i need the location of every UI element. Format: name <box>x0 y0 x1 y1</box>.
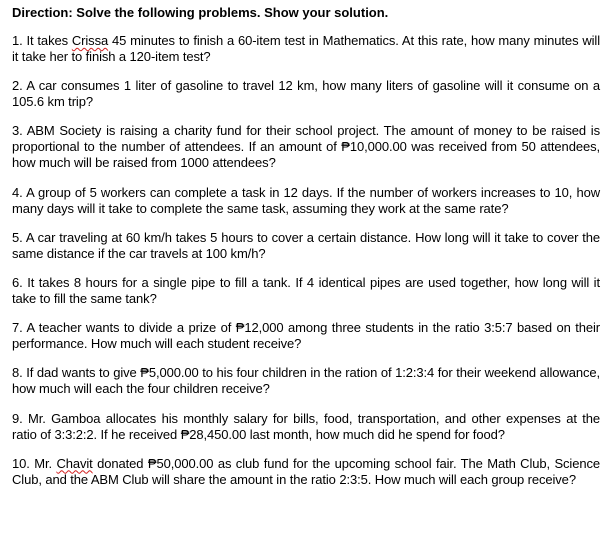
problem-10 <box>12 456 600 488</box>
problem-8 <box>12 365 600 397</box>
problem-text: A car traveling at 60 km/h takes 5 hours to cover a certain distance. How long will it take to cover the same distance if the car travels at 100 km/h? <box>12 229 601 261</box>
problem-number: 4. <box>12 184 23 200</box>
problem-text: ABM Society is raising a charity fund for their school project. The amount of money to be raised is proportional to the number of attendees. If an amount of ₱10,000.00 was received from 50 attendees, how much will be raised from 1000 attendees? <box>12 123 600 171</box>
spellcheck-flagged-word[interactable]: Chavit <box>56 455 93 471</box>
problem-number: 3. <box>12 123 23 139</box>
problem-number: 7. <box>12 320 23 336</box>
problem-6 <box>12 275 600 307</box>
problem-text: A group of 5 workers can complete a task in 12 days. If the number of workers increases to 10, how many days will it take to complete the same task, assuming they work at the same rate? <box>12 184 600 216</box>
problem-3 <box>12 123 600 171</box>
problem-text-end: donated ₱50,000.00 as club fund for the upcoming school fair. The Math Club, Science Club, and the ABM Club will share the amount in the ratio 2:3:5. How much will each group receive? <box>12 455 601 487</box>
document-page <box>12 4 600 488</box>
direction-heading: Direction: Solve the following problems. Show your solution. <box>12 5 389 20</box>
problem-1 <box>12 33 600 65</box>
problem-text: If dad wants to give ₱5,000.00 to his four children in the ration of 1:2:3:4 for their weekend allowance, how much will each the four children receive? <box>12 365 601 397</box>
problem-5 <box>12 230 600 262</box>
problem-text: It takes 8 hours for a single pipe to fill a tank. If 4 identical pipes are used together, how long will it take to fill the same tank? <box>12 274 600 306</box>
spellcheck-flagged-word[interactable]: Crissa <box>71 33 109 48</box>
problem-9 <box>12 411 600 443</box>
problem-text: Mr. Gamboa allocates his monthly salary for bills, food, transportation, and other expenses at the ratio of 3:3:2:2. If he received ₱28,450.00 last month, how much did he spend for food? <box>12 410 600 442</box>
problem-text: A teacher wants to divide a prize of ₱12,000 among three students in the ratio 3:5:7 based on their performance. How much will each student receive? <box>12 320 601 352</box>
problem-7 <box>12 320 600 352</box>
problem-number: 9. <box>12 410 23 426</box>
problem-number: 8. <box>12 365 23 381</box>
problem-2 <box>12 78 600 110</box>
problem-text-start: Mr. <box>34 455 57 471</box>
problem-text-end: 45 minutes to finish a 60-item test in Mathematics. At this rate, how many minutes will it take her to finish a 120-item test? <box>12 33 600 64</box>
problem-number: 6. <box>12 274 23 290</box>
problem-4 <box>12 185 600 217</box>
problem-text-start: It takes <box>26 33 72 48</box>
problem-text: A car consumes 1 liter of gasoline to travel 12 km, how many liters of gasoline will it consume on a 105.6 km trip? <box>12 78 600 110</box>
problem-number: 1. <box>12 33 23 48</box>
problem-number: 10. <box>12 455 30 471</box>
problem-number: 2. <box>12 78 23 94</box>
problem-number: 5. <box>12 229 23 245</box>
